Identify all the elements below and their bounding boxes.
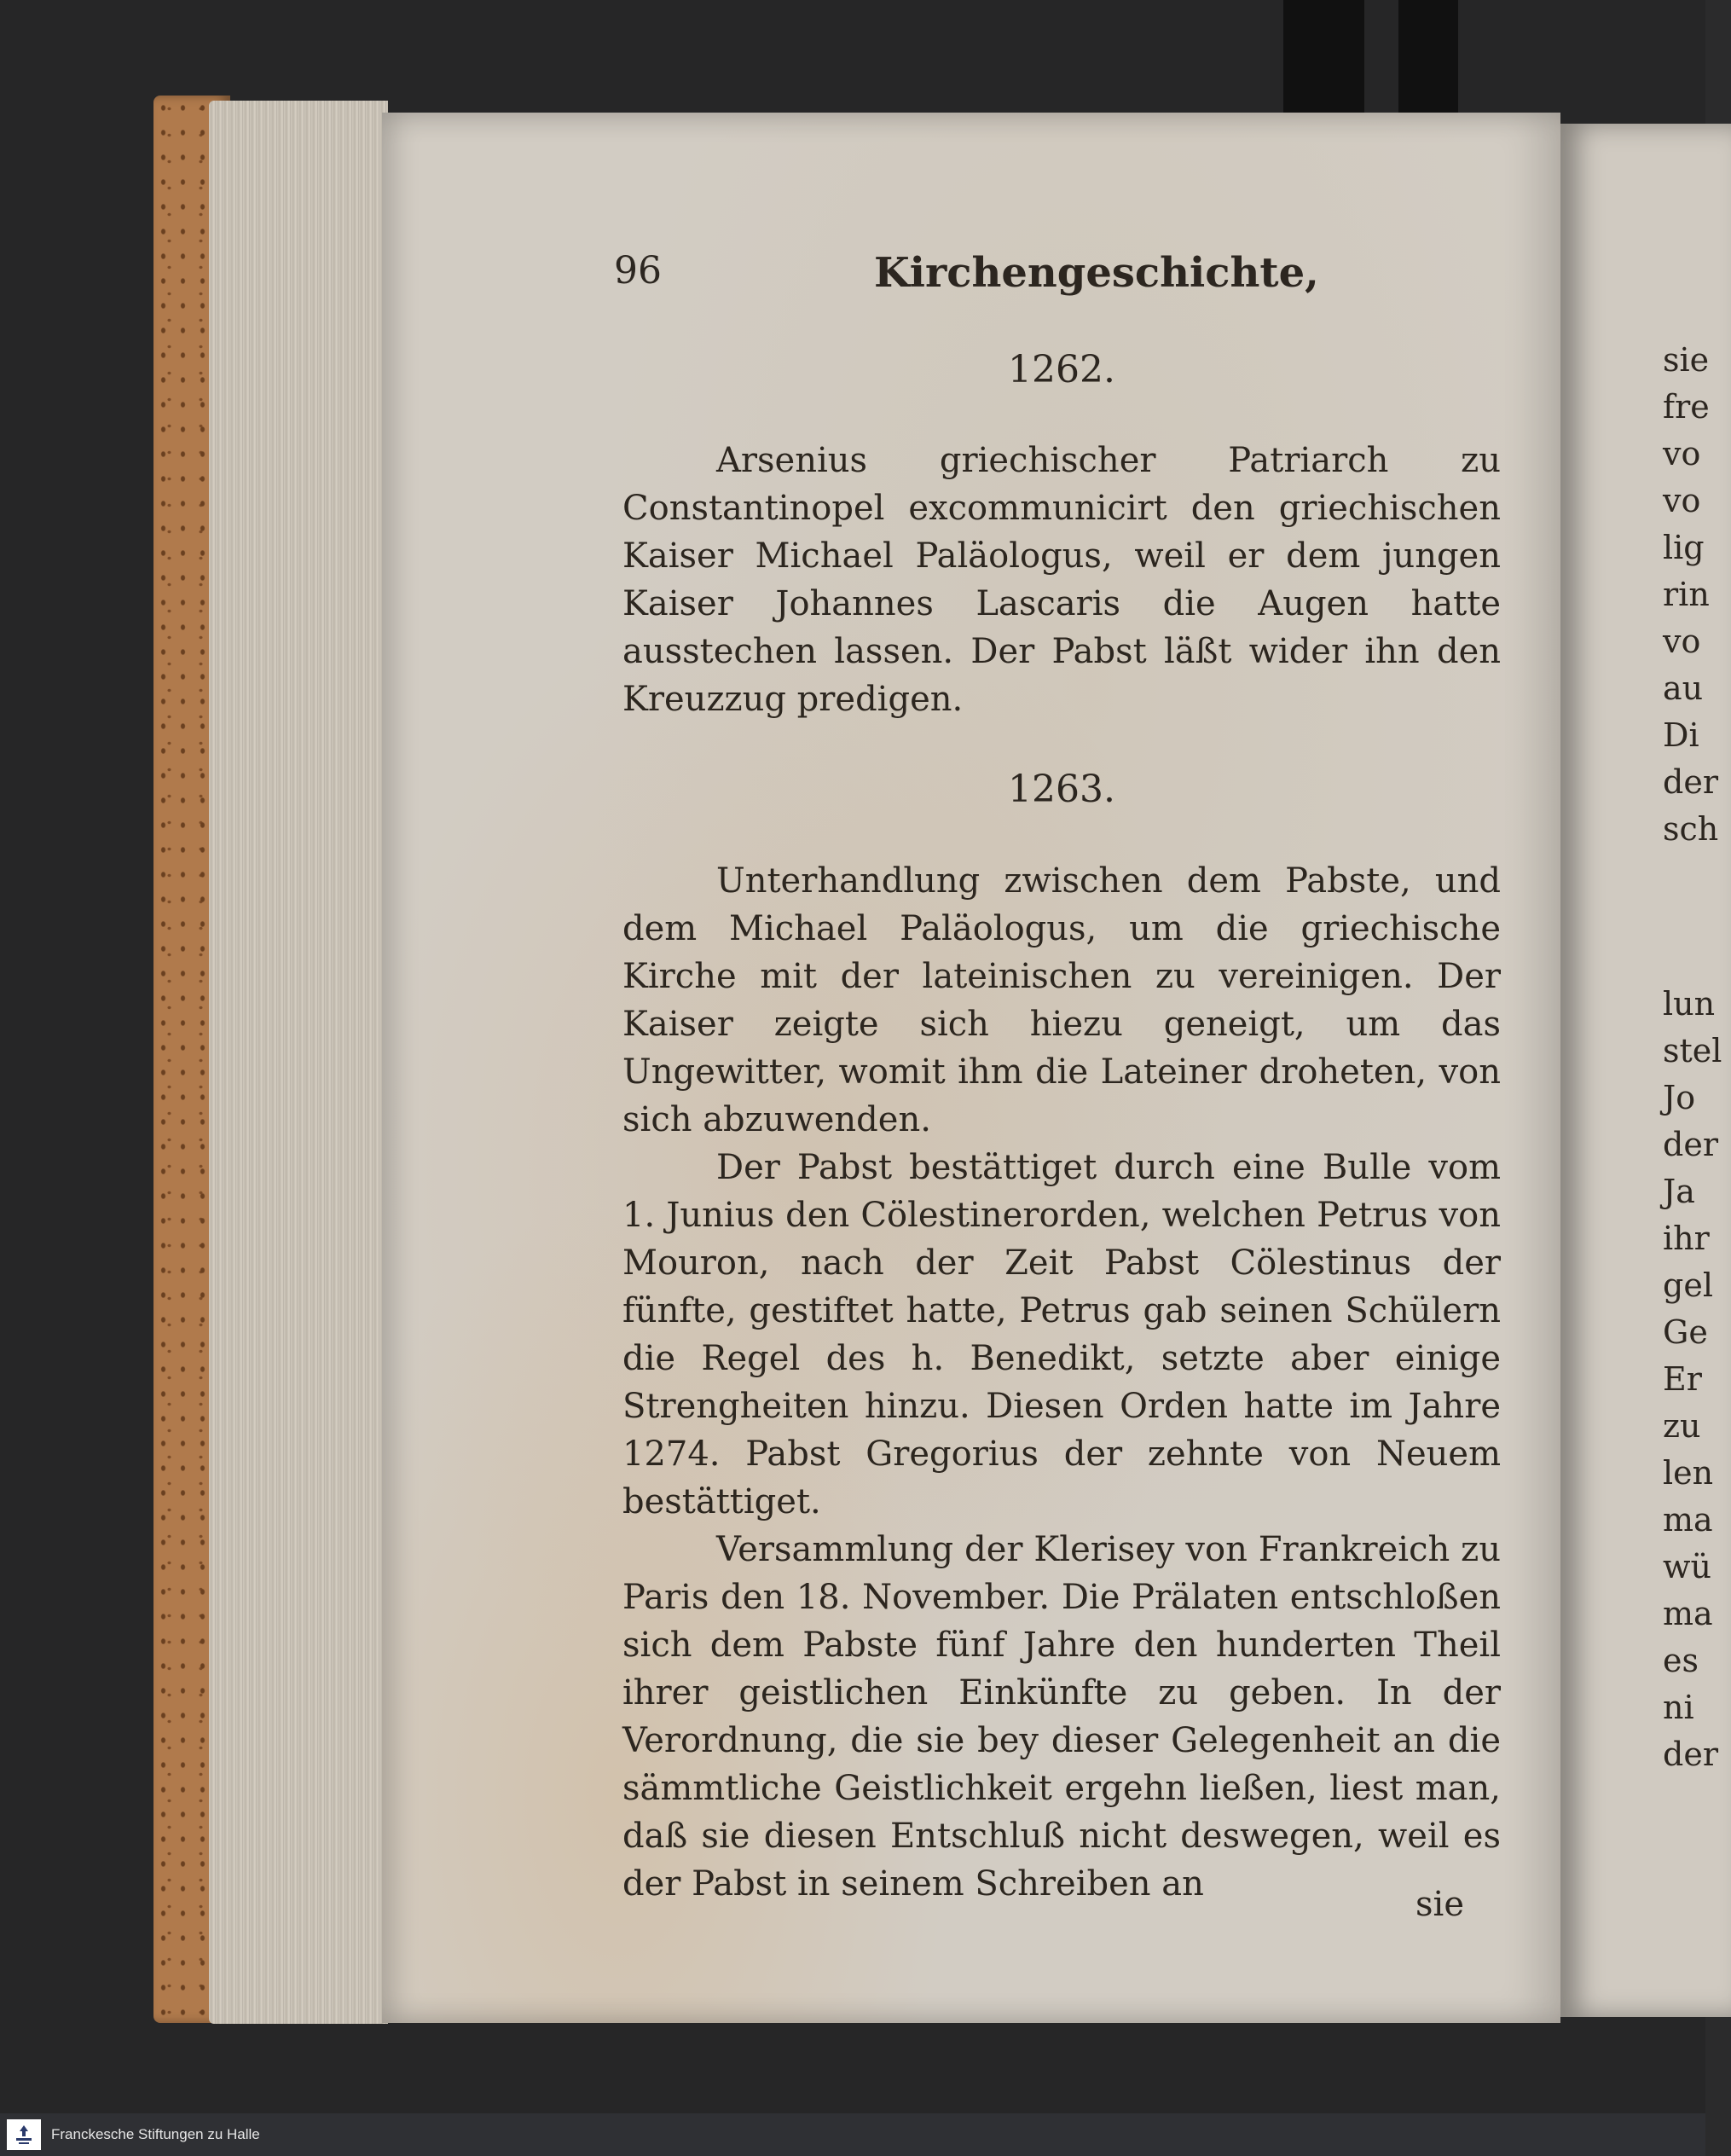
fragment: vo bbox=[1663, 482, 1701, 519]
page-edges bbox=[209, 101, 388, 2024]
strap bbox=[1283, 0, 1364, 128]
paragraph: Der Pabst bestättiget durch eine Bulle vom 1. Junius den Cölestinerorden, welchen Petrus von Mouron, nach der Zeit Pabst Cölestinus der fünfte, gestiftet hatte, Petrus gab seinen Schülern die Regel des h. Benedikt, setzte aber einige Strengheiten hinzu. Diesen Orden hatte im Jahre 1274. Pabst Gregorius der zehnte von Neuem bestättiget. bbox=[622, 1148, 1501, 1521]
year-heading: 1262. bbox=[1008, 348, 1115, 391]
fragment: fre bbox=[1663, 388, 1710, 426]
strap bbox=[1398, 0, 1458, 128]
page-header bbox=[614, 249, 1319, 309]
fragment: es bbox=[1663, 1642, 1699, 1679]
fragment: ma bbox=[1663, 1501, 1713, 1539]
fragment: rin bbox=[1663, 576, 1710, 613]
fragment: wü bbox=[1663, 1548, 1711, 1585]
fragment: lig bbox=[1663, 529, 1705, 566]
fragment: stel bbox=[1663, 1032, 1722, 1069]
section-1263 bbox=[622, 857, 1501, 1908]
fragment: sch bbox=[1663, 810, 1719, 848]
fragment: der bbox=[1663, 1126, 1718, 1163]
paragraph: Versammlung der Klerisey von Frankreich zu Paris den 18. November. Die Prälaten entschloßen sich dem Pabste fünf Jahre den hunderten Theil ihrer geistlichen Einkünfte zu geben. In der Verordnung, die sie bey dieser Gelegenheit an die sämmtliche Geistlichkeit ergehn ließen, liest man, daß sie diesen Entschluß nicht deswegen, weil es der Pabst in seinem Schreiben an bbox=[622, 1530, 1501, 1904]
running-title: Kirchengeschichte, bbox=[874, 249, 1319, 297]
fragment: sie bbox=[1663, 341, 1710, 379]
fragment: Er bbox=[1663, 1360, 1702, 1398]
catchword: sie bbox=[1415, 1885, 1464, 1924]
fragment: ihr bbox=[1663, 1220, 1710, 1257]
fragment: Jo bbox=[1663, 1079, 1696, 1116]
fragment: vo bbox=[1663, 623, 1701, 660]
fragment: gel bbox=[1663, 1266, 1713, 1304]
facing-page-text-top bbox=[1663, 337, 1719, 853]
fragment: zu bbox=[1663, 1407, 1701, 1445]
footer-bar bbox=[0, 2113, 1705, 2156]
page-number: 96 bbox=[614, 249, 662, 293]
fragment: ni bbox=[1663, 1689, 1694, 1726]
fragment: ma bbox=[1663, 1595, 1713, 1632]
fragment: len bbox=[1663, 1454, 1714, 1492]
fragment: Ja bbox=[1663, 1173, 1695, 1210]
year-heading: 1263. bbox=[1008, 768, 1115, 811]
institution-logo-icon bbox=[7, 2119, 41, 2150]
fragment: vo bbox=[1663, 435, 1701, 472]
facing-page-text-bottom bbox=[1663, 981, 1722, 1778]
fragment: lun bbox=[1663, 985, 1716, 1023]
fragment: Ge bbox=[1663, 1313, 1708, 1351]
fragment: der bbox=[1663, 1736, 1718, 1773]
section-1262 bbox=[622, 437, 1501, 723]
footer-credit: Franckesche Stiftungen zu Halle bbox=[51, 2126, 260, 2142]
fragment: au bbox=[1663, 669, 1704, 707]
paragraph: Unterhandlung zwischen dem Pabste, und dem Michael Paläologus, um die griechische Kirche mit der lateinischen zu vereinigen. Der Kaiser zeigte sich hiezu geneigt, um das Ungewitter, womit ihm die Lateiner droheten, von sich abzuwenden. bbox=[622, 861, 1501, 1139]
paragraph: Arsenius griechischer Patriarch zu Constantinopel excommunicirt den griechischen Kaiser Michael Paläologus, weil er dem jungen Kaiser Johannes Lascaris die Augen hatte ausstechen lassen. Der Pabst läßt wider ihn den Kreuzzug predigen. bbox=[622, 441, 1501, 719]
fragment: Di bbox=[1663, 716, 1699, 754]
fragment: der bbox=[1663, 763, 1718, 801]
